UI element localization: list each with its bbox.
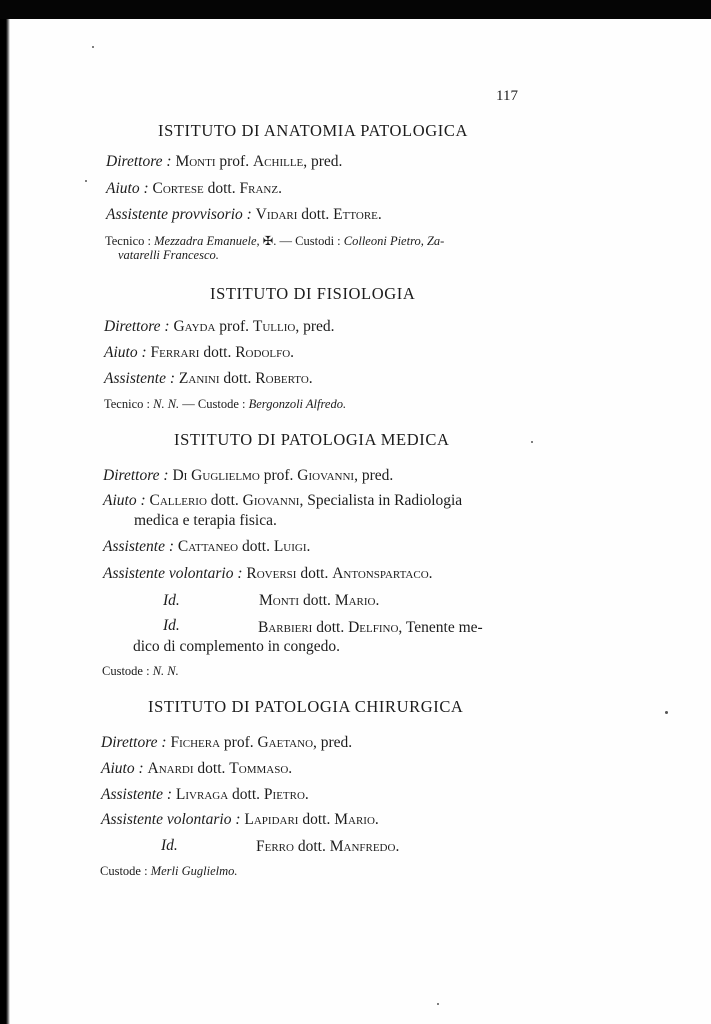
entry-staff-continued: vatarelli Francesco.	[118, 248, 219, 262]
entry-id-continued: dico di complemento in congedo.	[133, 638, 341, 655]
scan-speck	[531, 441, 533, 443]
section-heading-fisiologia: ISTITUTO DI FISIOLOGIA	[210, 284, 416, 303]
entry-id: Id.	[163, 617, 180, 634]
scan-left-border	[0, 19, 10, 1024]
scan-speck	[92, 46, 94, 48]
section-heading-anatomia-patologica: ISTITUTO DI ANATOMIA PATOLOGICA	[158, 121, 468, 140]
scan-speck	[665, 711, 668, 714]
entry-assistente-volontario: Assistente volontario : Roversi dott. Antonspartaco.	[103, 565, 433, 582]
entry-id: Id.	[161, 837, 178, 854]
entry-direttore: Direttore : Fichera prof. Gaetano, pred.	[101, 734, 353, 751]
scan-top-border	[0, 0, 711, 19]
section-heading-patologia-medica: ISTITUTO DI PATOLOGIA MEDICA	[174, 430, 450, 449]
entry-aiuto: Aiuto : Callerio dott. Giovanni, Specialista in Radiologia	[103, 492, 463, 509]
entry-aiuto: Aiuto : Anardi dott. Tommaso.	[101, 760, 293, 777]
entry-staff: Tecnico : N. N. — Custode : Bergonzoli Alfredo.	[104, 397, 347, 411]
entry-staff: Custode : Merli Guglielmo.	[100, 864, 238, 878]
section-heading-patologia-chirurgica: ISTITUTO DI PATOLOGIA CHIRURGICA	[148, 697, 464, 716]
scan-speck	[437, 1003, 439, 1005]
entry-assistente: Assistente : Zanini dott. Roberto.	[104, 370, 313, 387]
entry-id-name: Ferro dott. Manfredo.	[256, 838, 400, 855]
entry-id-name: Barbieri dott. Delfino, Tenente me-	[258, 619, 483, 636]
entry-assistente: Assistente : Cattaneo dott. Luigi.	[103, 538, 311, 555]
page-number: 117	[496, 88, 518, 104]
entry-staff: Tecnico : Mezzadra Emanuele, ✠. — Custodi : Colleoni Pietro, Za-	[105, 234, 445, 248]
entry-assistente-volontario: Assistente volontario : Lapidari dott. Mario.	[101, 811, 379, 828]
entry-direttore: Direttore : Di Guglielmo prof. Giovanni, pred.	[103, 467, 394, 484]
entry-staff: Custode : N. N.	[102, 664, 179, 678]
entry-aiuto: Aiuto : Cortese dott. Franz.	[106, 180, 282, 197]
entry-id-name: Monti dott. Mario.	[259, 592, 380, 609]
entry-assistente: Assistente provvisorio : Vidari dott. Ettore.	[106, 206, 382, 223]
scan-speck	[85, 180, 87, 182]
entry-direttore: Direttore : Monti prof. Achille, pred.	[106, 153, 343, 170]
entry-aiuto: Aiuto : Ferrari dott. Rodolfo.	[104, 344, 295, 361]
entry-aiuto-continued: medica e terapia fisica.	[134, 512, 277, 529]
entry-direttore: Direttore : Gayda prof. Tullio, pred.	[104, 318, 335, 335]
entry-assistente: Assistente : Livraga dott. Pietro.	[101, 786, 309, 803]
entry-id: Id.	[163, 592, 180, 609]
